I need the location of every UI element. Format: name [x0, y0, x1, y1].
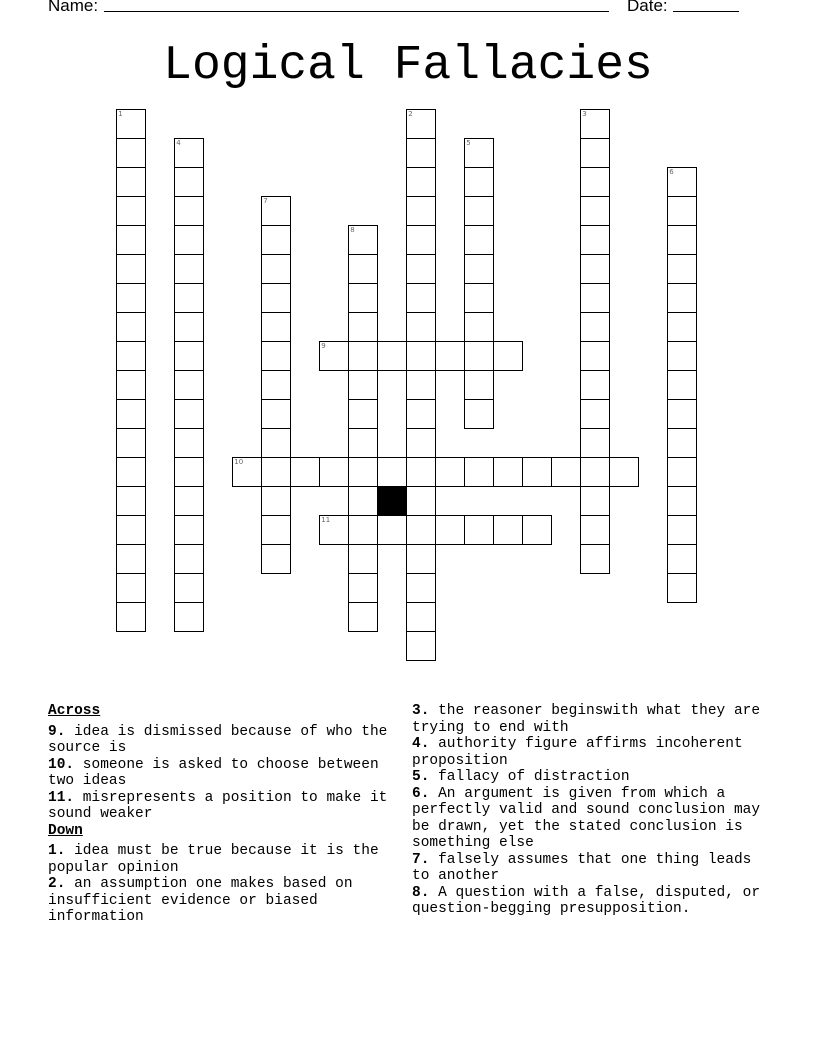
grid-cell[interactable]	[406, 515, 436, 545]
clue-across-10: 10. someone is asked to choose between two ideas	[48, 756, 379, 789]
clue-number: 5	[466, 139, 471, 148]
grid-cell[interactable]	[348, 573, 378, 603]
grid-cell[interactable]	[580, 109, 610, 139]
clue-across-9: 9. idea is dismissed because of who the source is	[48, 723, 388, 756]
grid-cell[interactable]	[261, 515, 291, 545]
grid-cell[interactable]	[667, 486, 697, 516]
grid-cell[interactable]	[174, 341, 204, 371]
clue-down-4: 4. authority figure affirms incoherent proposition	[412, 736, 743, 769]
grid-cell[interactable]	[580, 399, 610, 429]
grid-cell[interactable]	[406, 138, 436, 168]
grid-cell[interactable]	[667, 167, 697, 197]
clue-down-7: 7. falsely assumes that one thing leads to another	[412, 851, 752, 884]
grid-cell[interactable]	[174, 573, 204, 603]
grid-cell[interactable]	[116, 283, 146, 313]
grid-cell[interactable]	[290, 457, 320, 487]
clues-right-column	[412, 703, 772, 918]
grid-cell[interactable]	[348, 225, 378, 255]
clue-number: 8	[350, 226, 355, 235]
grid-cell[interactable]	[116, 428, 146, 458]
grid-cell[interactable]	[174, 283, 204, 313]
grid-cell[interactable]	[580, 312, 610, 342]
grid-cell[interactable]	[348, 457, 378, 487]
grid-cell[interactable]	[174, 544, 204, 574]
black-cell	[377, 486, 407, 516]
clue-across-11: 11. misrepresents a position to make it sound weaker	[48, 789, 388, 822]
grid-cell[interactable]	[319, 515, 349, 545]
grid-cell[interactable]	[116, 341, 146, 371]
grid-cell[interactable]	[174, 428, 204, 458]
grid-cell[interactable]	[667, 515, 697, 545]
date-label: Date:	[627, 0, 668, 15]
clue-number: 6	[669, 168, 674, 177]
grid-cell[interactable]	[580, 370, 610, 400]
clue-number: 1	[118, 110, 123, 119]
grid-cell[interactable]	[406, 370, 436, 400]
grid-cell[interactable]	[406, 167, 436, 197]
grid-cell[interactable]	[464, 515, 494, 545]
grid-cell[interactable]	[116, 457, 146, 487]
grid-cell[interactable]	[319, 341, 349, 371]
grid-cell[interactable]	[667, 428, 697, 458]
grid-cell[interactable]	[174, 138, 204, 168]
clue-number: 10	[234, 458, 244, 467]
grid-cell[interactable]	[580, 428, 610, 458]
grid-cell[interactable]	[435, 457, 465, 487]
grid-cell[interactable]	[261, 544, 291, 574]
clue-down-3: 3. the reasoner beginswith what they are trying to end with	[412, 703, 761, 736]
name-field-line[interactable]	[104, 11, 609, 12]
grid-cell[interactable]	[522, 457, 552, 487]
grid-cell[interactable]	[580, 283, 610, 313]
grid-cell[interactable]	[493, 457, 523, 487]
grid-cell[interactable]	[348, 312, 378, 342]
grid-cell[interactable]	[464, 341, 494, 371]
grid-cell[interactable]	[174, 167, 204, 197]
clues-left-column	[48, 703, 408, 926]
grid-cell[interactable]	[174, 602, 204, 632]
grid-cell[interactable]	[348, 254, 378, 284]
grid-cell[interactable]	[348, 515, 378, 545]
grid-cell[interactable]	[406, 428, 436, 458]
grid-cell[interactable]	[667, 196, 697, 226]
down-heading: Down	[48, 822, 83, 839]
grid-cell[interactable]	[348, 486, 378, 516]
grid-cell[interactable]	[406, 486, 436, 516]
grid-cell[interactable]	[116, 573, 146, 603]
across-heading: Across	[48, 703, 101, 719]
grid-cell[interactable]	[116, 399, 146, 429]
grid-cell[interactable]	[435, 515, 465, 545]
clue-number: 11	[321, 516, 331, 525]
grid-cell[interactable]	[174, 225, 204, 255]
grid-cell[interactable]	[406, 312, 436, 342]
grid-cell[interactable]	[667, 370, 697, 400]
grid-cell[interactable]	[406, 254, 436, 284]
grid-cell[interactable]	[580, 196, 610, 226]
grid-cell[interactable]	[406, 457, 436, 487]
grid-cell[interactable]	[551, 457, 581, 487]
grid-cell[interactable]	[667, 544, 697, 574]
grid-cell[interactable]	[261, 283, 291, 313]
grid-cell[interactable]	[116, 196, 146, 226]
clue-number: 3	[582, 110, 587, 119]
grid-cell[interactable]	[261, 196, 291, 226]
grid-cell[interactable]	[174, 486, 204, 516]
grid-cell[interactable]	[261, 312, 291, 342]
grid-cell[interactable]	[406, 341, 436, 371]
grid-cell[interactable]	[580, 138, 610, 168]
grid-cell[interactable]	[348, 341, 378, 371]
clue-number: 2	[408, 110, 413, 119]
page-title: Logical Fallacies	[163, 39, 653, 93]
grid-cell[interactable]	[232, 457, 262, 487]
grid-cell[interactable]	[174, 196, 204, 226]
grid-cell[interactable]	[406, 399, 436, 429]
clue-down-5: 5. fallacy of distraction	[412, 769, 630, 785]
grid-cell[interactable]	[464, 254, 494, 284]
grid-cell[interactable]	[116, 167, 146, 197]
clue-down-1: 1. idea must be true because it is the popular opinion	[48, 843, 379, 876]
grid-cell[interactable]	[406, 631, 436, 661]
grid-cell[interactable]	[464, 399, 494, 429]
grid-cell[interactable]	[406, 283, 436, 313]
grid-cell[interactable]	[667, 225, 697, 255]
grid-cell[interactable]	[580, 544, 610, 574]
grid-cell[interactable]	[377, 515, 407, 545]
grid-cell[interactable]	[348, 370, 378, 400]
clue-down-8: 8. A question with a false, disputed, or question-begging presupposition.	[412, 884, 761, 917]
grid-cell[interactable]	[116, 138, 146, 168]
grid-cell[interactable]	[580, 167, 610, 197]
grid-cell[interactable]	[174, 515, 204, 545]
name-label: Name:	[48, 0, 99, 15]
grid-cell[interactable]	[116, 225, 146, 255]
date-field-line[interactable]	[673, 11, 739, 12]
grid-cell[interactable]	[406, 225, 436, 255]
grid-cell[interactable]	[667, 399, 697, 429]
grid-cell[interactable]	[464, 225, 494, 255]
grid-cell[interactable]	[580, 457, 610, 487]
grid-cell[interactable]	[522, 515, 552, 545]
grid-cell[interactable]	[348, 428, 378, 458]
clue-number: 4	[176, 139, 181, 148]
grid-cell[interactable]	[406, 109, 436, 139]
grid-cell[interactable]	[406, 602, 436, 632]
grid-cell[interactable]	[493, 341, 523, 371]
grid-cell[interactable]	[348, 399, 378, 429]
grid-cell[interactable]	[464, 283, 494, 313]
grid-cell[interactable]	[580, 515, 610, 545]
grid-cell[interactable]	[261, 341, 291, 371]
grid-cell[interactable]	[580, 486, 610, 516]
clue-down-6: 6. An argument is given from which a perfectly valid and sound conclusion may be drawn, yet the stated conclusion is something else	[412, 785, 761, 851]
grid-cell[interactable]	[580, 254, 610, 284]
grid-cell[interactable]	[667, 254, 697, 284]
grid-cell[interactable]	[464, 196, 494, 226]
header	[48, 0, 748, 20]
grid-cell[interactable]	[116, 602, 146, 632]
grid-cell[interactable]	[580, 225, 610, 255]
grid-cell[interactable]	[174, 457, 204, 487]
grid-cell[interactable]	[116, 544, 146, 574]
grid-cell[interactable]	[319, 457, 349, 487]
grid-cell[interactable]	[261, 428, 291, 458]
grid-cell[interactable]	[406, 573, 436, 603]
grid-cell[interactable]	[406, 544, 436, 574]
grid-cell[interactable]	[464, 457, 494, 487]
grid-cell[interactable]	[493, 515, 523, 545]
grid-cell[interactable]	[261, 254, 291, 284]
grid-cell[interactable]	[667, 457, 697, 487]
grid-cell[interactable]	[348, 544, 378, 574]
grid-cell[interactable]	[261, 457, 291, 487]
grid-cell[interactable]	[377, 341, 407, 371]
grid-cell[interactable]	[464, 312, 494, 342]
grid-cell[interactable]	[667, 341, 697, 371]
grid-cell[interactable]	[580, 341, 610, 371]
grid-cell[interactable]	[261, 399, 291, 429]
grid-cell[interactable]	[464, 370, 494, 400]
grid-cell[interactable]	[116, 486, 146, 516]
grid-cell[interactable]	[174, 399, 204, 429]
grid-cell[interactable]	[667, 573, 697, 603]
grid-cell[interactable]	[261, 370, 291, 400]
grid-cell[interactable]	[261, 486, 291, 516]
grid-cell[interactable]	[174, 254, 204, 284]
grid-cell[interactable]	[406, 196, 436, 226]
grid-cell[interactable]	[116, 370, 146, 400]
clue-down-2: 2. an assumption one makes based on insufficient evidence or biased information	[48, 876, 353, 925]
grid-cell[interactable]	[464, 167, 494, 197]
grid-cell[interactable]	[348, 283, 378, 313]
grid-cell[interactable]	[116, 515, 146, 545]
grid-cell[interactable]	[609, 457, 639, 487]
grid-cell[interactable]	[174, 370, 204, 400]
grid-cell[interactable]	[667, 283, 697, 313]
grid-cell[interactable]	[377, 457, 407, 487]
grid-cell[interactable]	[667, 312, 697, 342]
grid-cell[interactable]	[116, 109, 146, 139]
grid-cell[interactable]	[261, 225, 291, 255]
grid-cell[interactable]	[464, 138, 494, 168]
grid-cell[interactable]	[174, 312, 204, 342]
grid-cell[interactable]	[435, 341, 465, 371]
clue-number: 7	[263, 197, 268, 206]
grid-cell[interactable]	[348, 602, 378, 632]
clue-number: 9	[321, 342, 326, 351]
grid-cell[interactable]	[116, 312, 146, 342]
grid-cell[interactable]	[116, 254, 146, 284]
